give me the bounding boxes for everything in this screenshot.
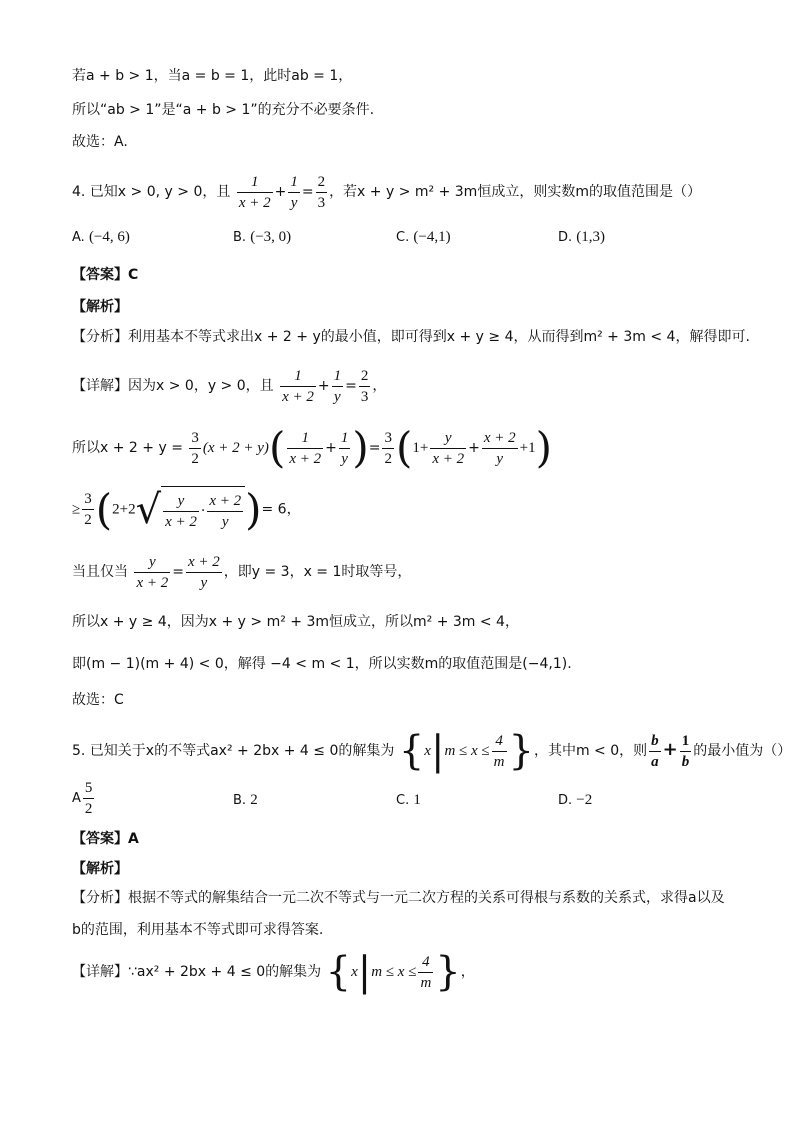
- q4-derivation-1: 所以x + 2 + y = $\frac{3}{2}$ (x + 2 + y)( $\frac{1}{x + 2}$ + $\frac{1}{y}$ )= $\frac{3}{2}$ (1+ $\frac{y}{x + 2}$ + $\frac{x + 2}{y}$ +1): [72, 423, 552, 472]
- q4-when-a: 当且仅当: [72, 564, 128, 580]
- q5-fenxi-1: 【分析】根据不等式的解集结合一元二次不等式与一元二次方程的关系可得根与系数的关系式，求得a以及: [72, 890, 725, 906]
- q5-fenxi-2: b的范围，利用基本不等式即可求得答案.: [72, 922, 324, 938]
- q4-option-d[interactable]: D. (1,3): [558, 229, 606, 245]
- q4-so1: 所以x + 2 + y =: [72, 440, 183, 456]
- q4-detail: 【详解】因为x > 0，y > 0，且 $\frac{1}{x + 2}$ + $\frac{1}{y}$ = $\frac{2}{3}$ ，: [72, 367, 387, 405]
- q4-fenxi: 【分析】利用基本不等式求出x + 2 + y的最小值，即可得到x + y ≥ 4，从而得到m² + 3m < 4，解得即可.: [72, 329, 750, 345]
- line-2: 所以“ab > 1”是“a + b > 1”的充分不必要条件.: [72, 102, 375, 118]
- q4-equality-condition: 当且仅当 $\frac{y}{x + 2}$ = $\frac{x + 2}{y}$ ，即y = 3，x = 1时取等号，: [72, 553, 412, 591]
- q5-option-a[interactable]: A $\frac{5}{2}$: [72, 780, 93, 817]
- q4-answer: 【答案】C: [72, 267, 139, 283]
- q5-detail-b: ，: [460, 964, 475, 980]
- q5-stem-c: 的最小值为（）: [693, 743, 792, 759]
- q4-when-b: ，即y = 3，x = 1时取等号，: [223, 564, 412, 580]
- q5-number: 5.: [72, 743, 86, 759]
- q5-analysis-tag: 【解析】: [72, 861, 128, 877]
- q4-detail-a: 【详解】因为x > 0，y > 0，且: [72, 378, 274, 394]
- frac-1-over-y: $\frac{1}{y}$: [290, 173, 298, 211]
- frac-1-over-x2: $\frac{1}{x + 2}$: [238, 173, 271, 211]
- q4-derivation-2: ≥ $\frac{3}{2}$ (2+2√ $\frac{y}{x + 2}$ · $\frac{x + 2}{y}$ )= 6，: [72, 484, 301, 534]
- q4-choose: 故选：C: [72, 692, 124, 708]
- q5-answer: 【答案】A: [72, 831, 139, 847]
- line-3: 故选：A.: [72, 134, 128, 150]
- q5-option-b[interactable]: B. 2: [233, 792, 258, 808]
- q4-stem: 4. 已知x > 0, y > 0，且 $\frac{1}{x + 2}$ + $\frac{1}{y}$ = $\frac{2}{3}$ ，若x + y > m² + 3m恒成立，则实数m的取值范围是（）: [72, 173, 701, 211]
- q5-detail: 【详解】∵ax² + 2bx + 4 ≤ 0的解集为 {x|m ≤ x ≤ $\frac{4}{m}$ }，: [72, 949, 475, 995]
- q4-number: 4.: [72, 184, 86, 200]
- q4-so3: 即(m − 1)(m + 4) < 0，解得 −4 < m < 1，所以实数m的取值范围是(−4,1).: [72, 656, 572, 672]
- q4-option-c[interactable]: C. (−4,1): [396, 229, 451, 245]
- q5-stem: 5. 已知关于x的不等式ax² + 2bx + 4 ≤ 0的解集为 {x|m ≤ x ≤ $\frac{4}{m}$ }，其中m < 0，则 $\frac{b}{a}$ + $\frac{1}{b}$ 的最小值为（）: [72, 728, 792, 774]
- q4-stem-b: ，若x + y > m² + 3m恒成立，则实数m的取值范围是（）: [329, 184, 701, 200]
- q4-so2: 所以x + y ≥ 4，因为x + y > m² + 3m恒成立，所以m² + 3m < 4，: [72, 614, 519, 630]
- q4-analysis-tag: 【解析】: [72, 299, 128, 315]
- q5-stem-a: 已知关于x的不等式ax² + 2bx + 4 ≤ 0的解集为: [89, 743, 395, 759]
- frac-2-over-3: $\frac{2}{3}$: [317, 173, 326, 211]
- q5-option-d[interactable]: D. −2: [558, 792, 593, 808]
- line-1: 若a + b > 1，当a = b = 1，此时ab = 1，: [72, 68, 353, 84]
- q5-stem-b: ，其中m < 0，则: [533, 743, 648, 759]
- q4-stem-a: 已知x > 0, y > 0，且: [89, 184, 231, 200]
- q5-option-c[interactable]: C. 1: [396, 792, 421, 808]
- q4-option-a[interactable]: A. (−4, 6): [72, 229, 130, 245]
- q4-eq6: = 6，: [261, 501, 301, 518]
- q4-option-b[interactable]: B. (−3, 0): [233, 229, 292, 245]
- q5-detail-a: 【详解】∵ax² + 2bx + 4 ≤ 0的解集为: [72, 964, 322, 980]
